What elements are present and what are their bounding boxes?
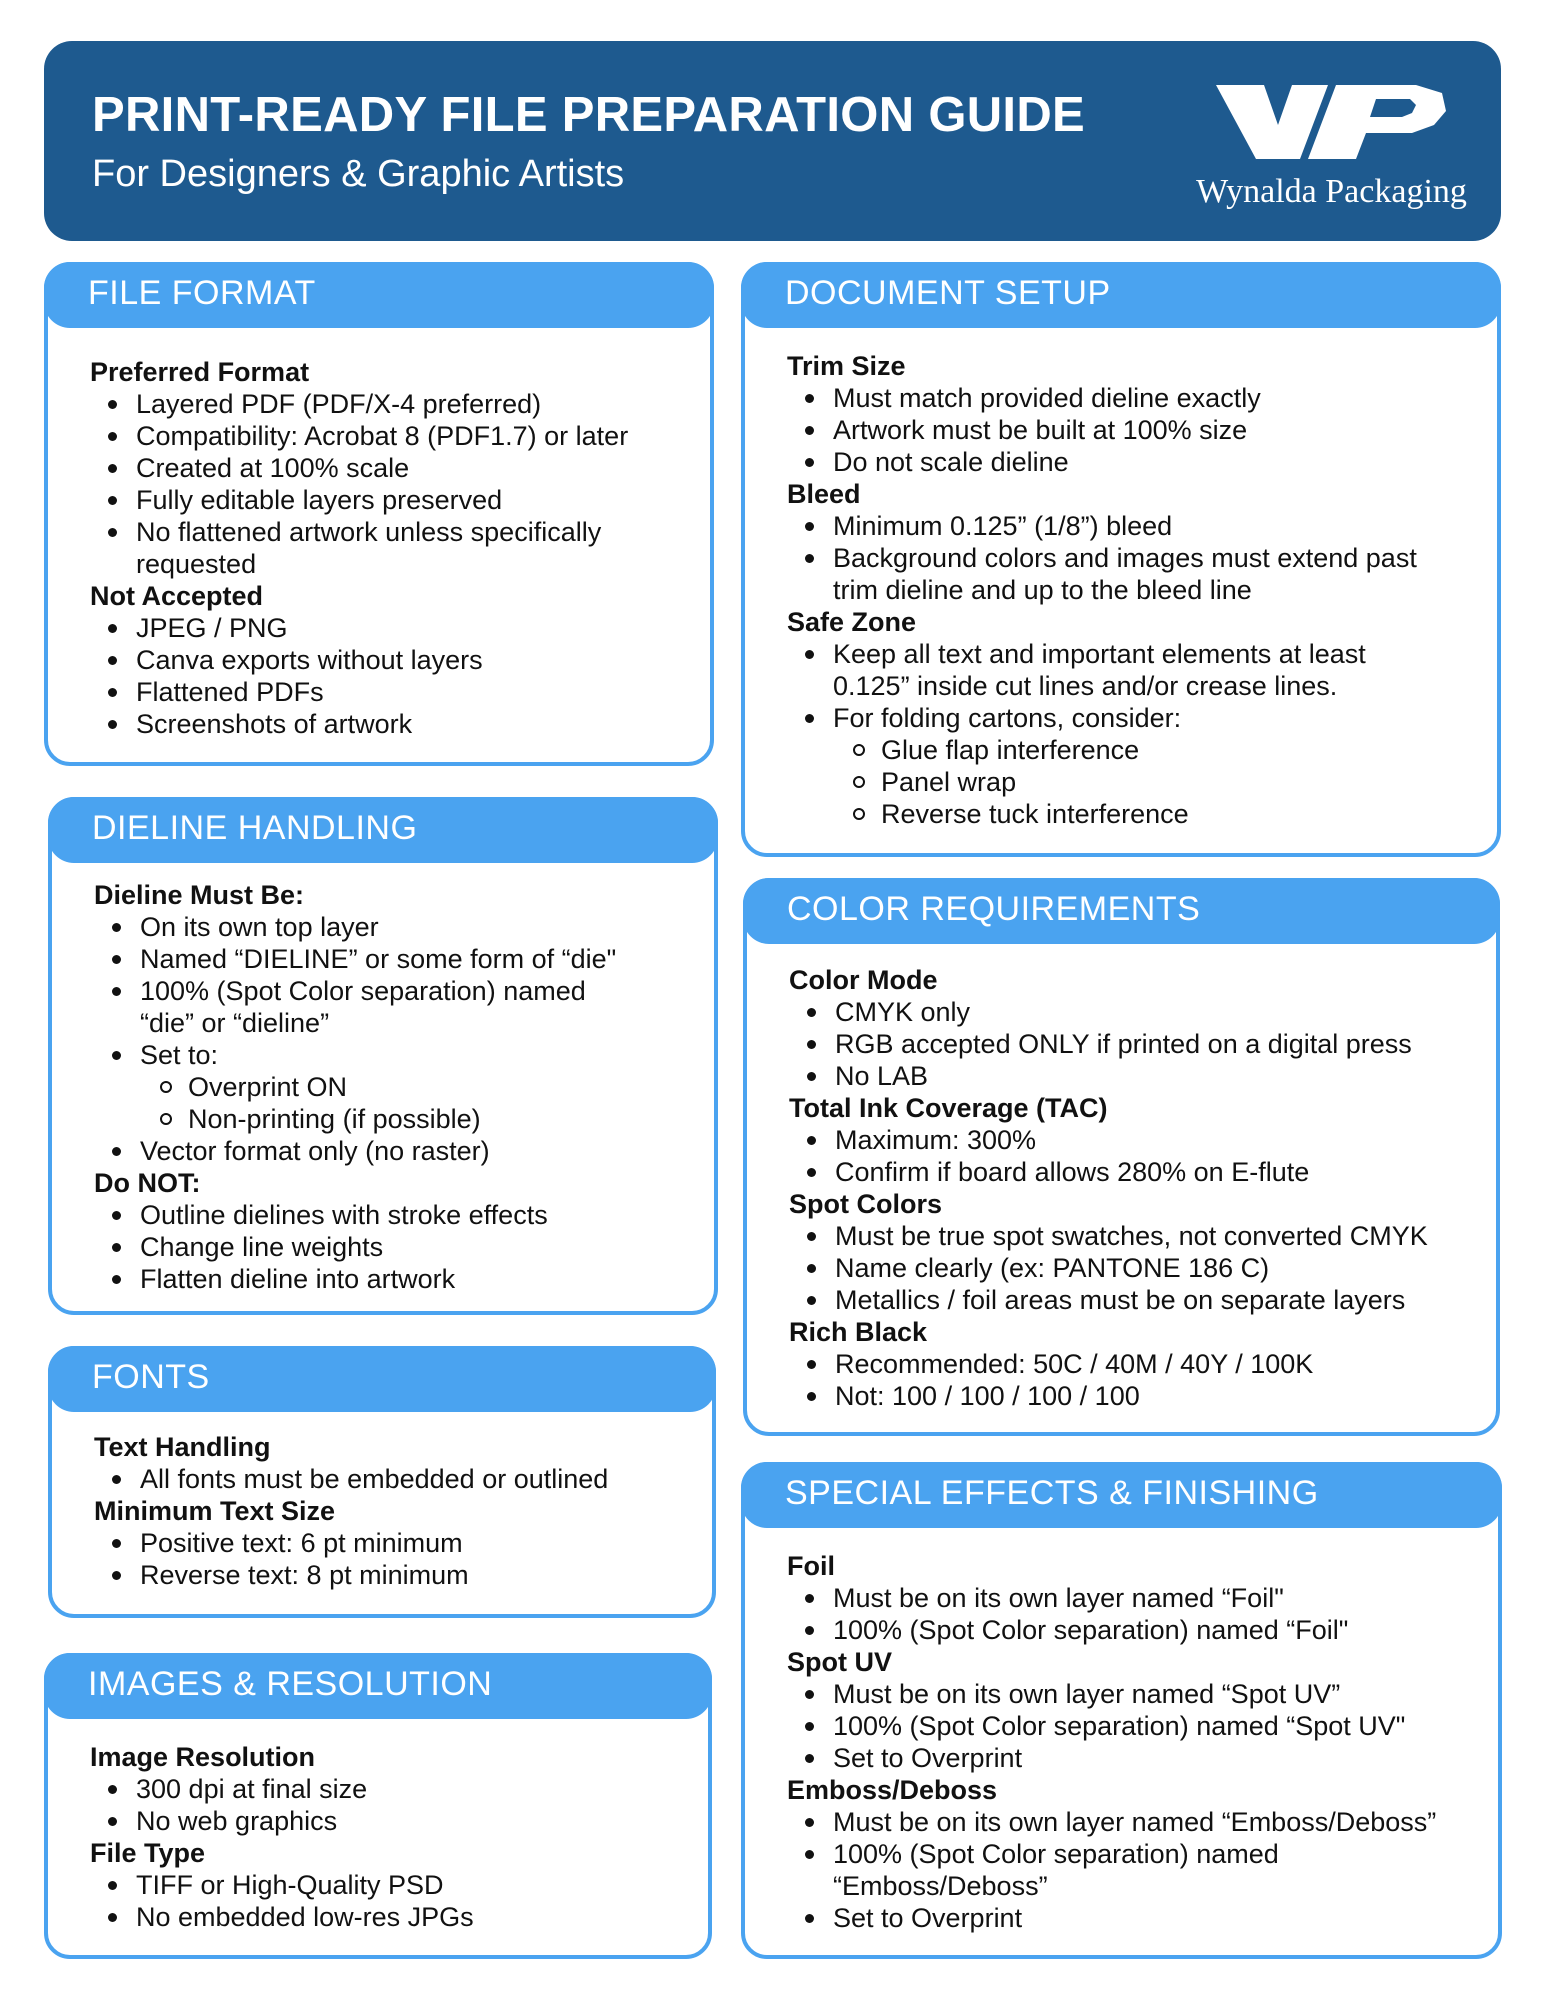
card-header	[741, 1462, 1502, 1528]
subheading: Image Resolution	[90, 1742, 316, 1772]
card-header	[741, 262, 1501, 328]
list-item: Must be on its own layer named “Foil"	[833, 1582, 1480, 1614]
list-item: 300 dpi at final size	[136, 1773, 690, 1805]
subheading: Minimum Text Size	[94, 1496, 336, 1526]
subheading: Safe Zone	[787, 607, 917, 637]
sub-list-item: Overprint ON	[188, 1071, 696, 1103]
list-item: 100% (Spot Color separation) named “die” or “dieline”	[140, 975, 696, 1039]
list-item: Set to Overprint	[833, 1902, 1480, 1934]
not-accepted-list	[90, 612, 692, 740]
min-text-size-list	[94, 1527, 694, 1591]
wp-logo-mark-icon	[1216, 81, 1446, 163]
list-item: CMYK only	[835, 996, 1478, 1028]
list-item: Flatten dieline into artwork	[140, 1263, 696, 1295]
list-item: Name clearly (ex: PANTONE 186 C)	[835, 1252, 1478, 1284]
section-title: SPECIAL EFFECTS & FINISHING	[785, 1474, 1319, 1512]
list-item: Screenshots of artwork	[136, 708, 692, 740]
list-item: Compatibility: Acrobat 8 (PDF1.7) or later	[136, 420, 692, 452]
card-header	[48, 797, 718, 863]
section-title: IMAGES & RESOLUTION	[88, 1665, 493, 1703]
card-header	[743, 878, 1500, 944]
list-item: Background colors and images must extend past trim dieline and up to the bleed line	[833, 542, 1479, 606]
list-item-label: For folding cartons, consider:	[833, 703, 1182, 733]
list-item: Change line weights	[140, 1231, 696, 1263]
set-to-list	[140, 1071, 696, 1135]
sub-list-item: Reverse tuck interference	[881, 798, 1479, 830]
subheading: Dieline Must Be:	[94, 880, 305, 910]
dieline-donot-list	[94, 1199, 696, 1295]
list-item: Named “DIELINE” or some form of “die"	[140, 943, 696, 975]
sub-list-item: Panel wrap	[881, 766, 1479, 798]
list-item: Confirm if board allows 280% on E-flute	[835, 1156, 1478, 1188]
subheading: Trim Size	[787, 351, 906, 381]
subheading: Color Mode	[789, 965, 938, 995]
list-item: No embedded low-res JPGs	[136, 1901, 690, 1933]
images-resolution-card	[44, 1653, 712, 1959]
subheading: Total Ink Coverage (TAC)	[789, 1093, 1108, 1123]
logo-text: Wynalda Packaging	[1196, 173, 1467, 210]
list-item: 100% (Spot Color separation) named “Foil"	[833, 1614, 1480, 1646]
dieline-must-list	[94, 911, 696, 1167]
sub-list-item: Glue flap interference	[881, 734, 1479, 766]
list-item: Must be true spot swatches, not converted CMYK	[835, 1220, 1478, 1252]
bleed-list	[787, 510, 1479, 606]
list-item: Canva exports without layers	[136, 644, 692, 676]
list-item: Must be on its own layer named “Spot UV”	[833, 1678, 1480, 1710]
subheading: Emboss/Deboss	[787, 1775, 998, 1805]
list-item: Outline dielines with stroke effects	[140, 1199, 696, 1231]
preferred-format-list	[90, 388, 692, 580]
subheading: Text Handling	[94, 1432, 271, 1462]
section-title: COLOR REQUIREMENTS	[787, 890, 1201, 928]
rich-black-list	[789, 1348, 1478, 1412]
emboss-deboss-list	[787, 1806, 1480, 1934]
color-requirements-card	[743, 878, 1500, 1436]
text-handling-list	[94, 1463, 694, 1495]
list-item-label: Set to:	[140, 1040, 219, 1070]
special-effects-card	[741, 1462, 1502, 1959]
subheading: Do NOT:	[94, 1168, 201, 1198]
page-title: PRINT-READY FILE PREPARATION GUIDE	[92, 88, 1085, 142]
list-item: Maximum: 300%	[835, 1124, 1478, 1156]
folding-cartons-list	[833, 734, 1479, 830]
list-item: Minimum 0.125” (1/8”) bleed	[833, 510, 1479, 542]
document-setup-card	[741, 262, 1501, 857]
list-item: Reverse text: 8 pt minimum	[140, 1559, 694, 1591]
section-title: FONTS	[92, 1358, 210, 1396]
card-header	[48, 1346, 716, 1412]
list-item: Do not scale dieline	[833, 446, 1479, 478]
company-logo	[1194, 81, 1469, 231]
list-item	[140, 1039, 696, 1135]
list-item: Layered PDF (PDF/X-4 preferred)	[136, 388, 692, 420]
safe-zone-list	[787, 638, 1479, 830]
list-item: Must match provided dieline exactly	[833, 382, 1479, 414]
file-type-list	[90, 1869, 690, 1933]
list-item: Not: 100 / 100 / 100 / 100	[835, 1380, 1478, 1412]
image-resolution-list	[90, 1773, 690, 1837]
subheading: Preferred Format	[90, 357, 310, 387]
list-item: All fonts must be embedded or outlined	[140, 1463, 694, 1495]
fonts-card	[48, 1346, 716, 1618]
list-item: 100% (Spot Color separation) named “Spot UV"	[833, 1710, 1480, 1742]
subheading: Not Accepted	[90, 581, 264, 611]
card-header	[44, 262, 714, 328]
subheading: Foil	[787, 1551, 835, 1581]
subheading: Spot UV	[787, 1647, 892, 1677]
header-banner	[44, 41, 1501, 241]
section-title: DOCUMENT SETUP	[785, 274, 1111, 312]
ink-coverage-list	[789, 1124, 1478, 1188]
list-item	[833, 702, 1479, 830]
list-item: Created at 100% scale	[136, 452, 692, 484]
sub-list-item: Non-printing (if possible)	[188, 1103, 696, 1135]
list-item: Fully editable layers preserved	[136, 484, 692, 516]
spot-colors-list	[789, 1220, 1478, 1316]
card-header	[44, 1653, 712, 1719]
foil-list	[787, 1582, 1480, 1646]
list-item: No flattened artwork unless specifically requested	[136, 516, 692, 580]
list-item: TIFF or High-Quality PSD	[136, 1869, 690, 1901]
subheading: Spot Colors	[789, 1189, 942, 1219]
list-item: Artwork must be built at 100% size	[833, 414, 1479, 446]
section-title: DIELINE HANDLING	[92, 809, 418, 847]
color-mode-list	[789, 996, 1478, 1092]
spot-uv-list	[787, 1678, 1480, 1774]
list-item: No LAB	[835, 1060, 1478, 1092]
list-item: Positive text: 6 pt minimum	[140, 1527, 694, 1559]
section-title: FILE FORMAT	[88, 274, 316, 312]
list-item: On its own top layer	[140, 911, 696, 943]
dieline-handling-card	[48, 797, 718, 1315]
list-item: Set to Overprint	[833, 1742, 1480, 1774]
trim-size-list	[787, 382, 1479, 478]
subheading: File Type	[90, 1838, 206, 1868]
list-item: Vector format only (no raster)	[140, 1135, 696, 1167]
subheading: Rich Black	[789, 1317, 928, 1347]
page-subtitle: For Designers & Graphic Artists	[92, 153, 625, 195]
list-item: 100% (Spot Color separation) named “Emboss/Deboss”	[833, 1838, 1480, 1902]
list-item: No web graphics	[136, 1805, 690, 1837]
list-item: Recommended: 50C / 40M / 40Y / 100K	[835, 1348, 1478, 1380]
file-format-card	[44, 262, 714, 766]
list-item: Keep all text and important elements at least 0.125” inside cut lines and/or crease lines.	[833, 638, 1479, 702]
list-item: Must be on its own layer named “Emboss/Deboss”	[833, 1806, 1480, 1838]
list-item: Metallics / foil areas must be on separate layers	[835, 1284, 1478, 1316]
list-item: Flattened PDFs	[136, 676, 692, 708]
list-item: JPEG / PNG	[136, 612, 692, 644]
list-item: RGB accepted ONLY if printed on a digital press	[835, 1028, 1478, 1060]
subheading: Bleed	[787, 479, 861, 509]
